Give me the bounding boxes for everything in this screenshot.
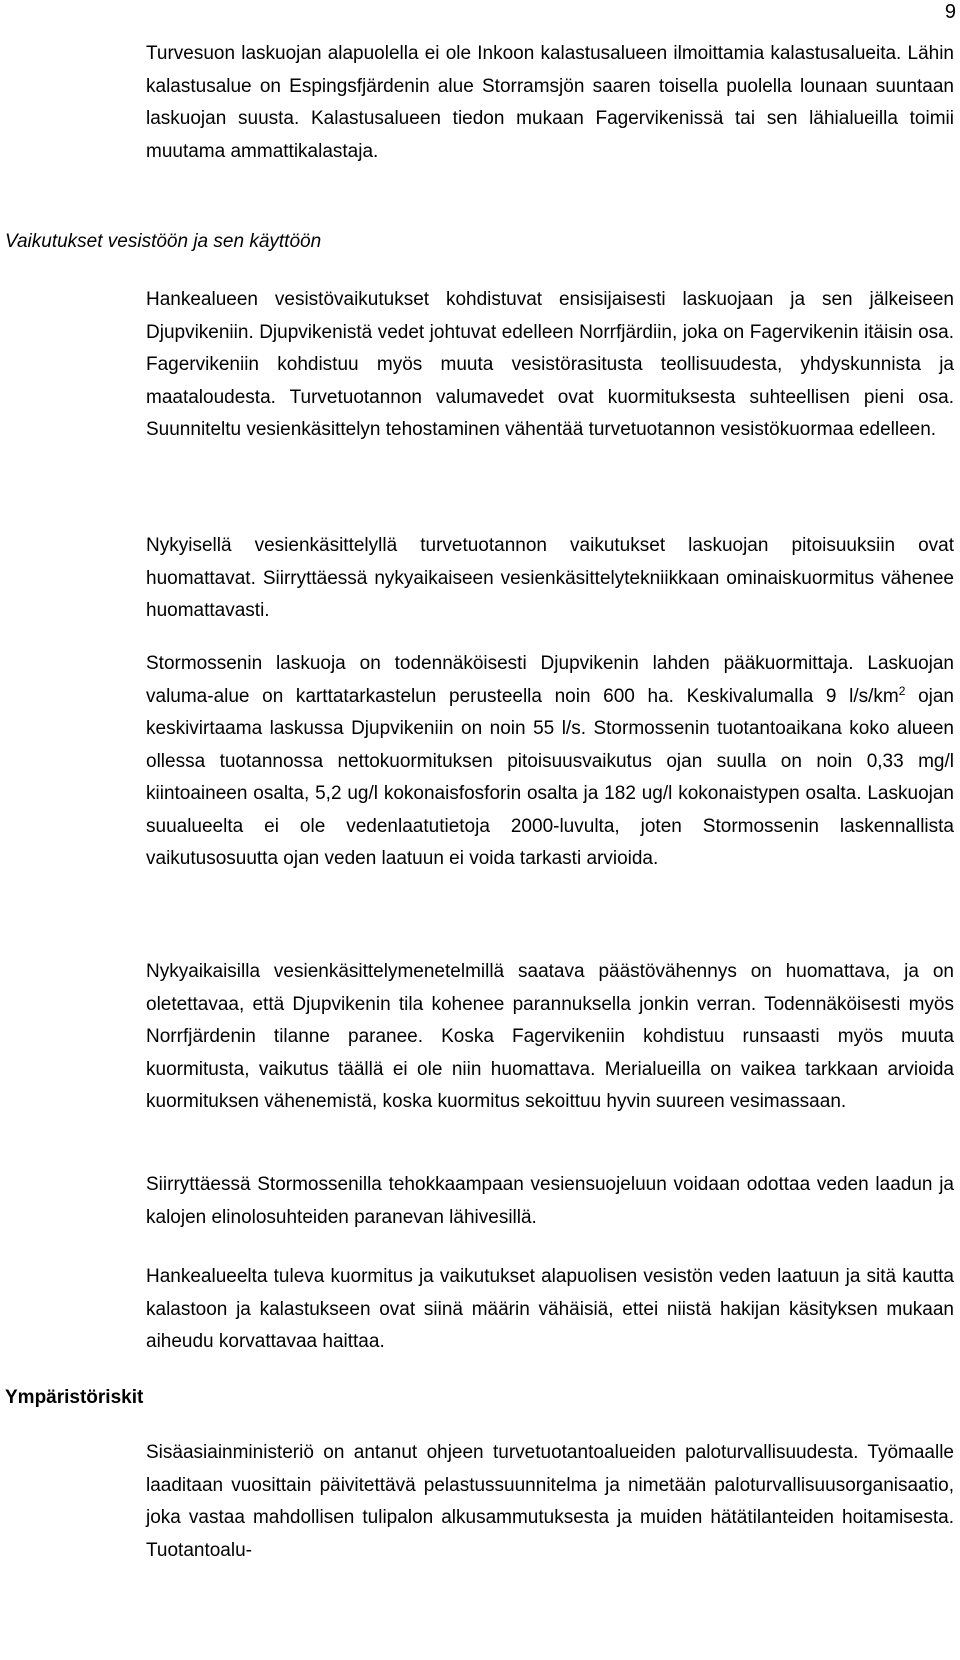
paragraph-load-conclusion: Hankealueelta tuleva kuormitus ja vaikutukset alapuolisen vesistön veden laatuun ja sitä kautta kalastoon ja kalastukseen ovat siinä määrin vähäisiä, ettei niistä hakijan käsityksen mukaan aiheudu korvattavaa haittaa. [146,1266,954,1352]
paragraph-modern-methods: Nykyaikaisilla vesienkäsittelymenetelmillä saatava päästövähennys on huomattava, ja on oletettavaa, että Djupvikenin tila kohenee parannuksella jonkin verran. Todennäköisesti myös Norrfjärdenin tilanne paranee. Koska Fagervikeniin kohdistuu runsaasti myös muuta kuormitusta, vaikutus täällä ei ole niin huomattava. Merialueilla on vaikea tarkkaan arvioida kuormituksen vähenemistä, koska kuormitus sekoittuu hyvin suureen vesimassaan. [146,961,954,1112]
heading-water-impacts: Vaikutukset vesistöön ja sen käyttöön [5,231,322,252]
heading-environmental-risks: Ympäristöriskit [5,1387,144,1408]
paragraph-stormossen-ditch-part2: ojan keskivirtaama laskussa Djupvikeniin on noin 55 l/s. Stormossenin tuotantoaikana koko alueen ollessa tuotannossa nettokuormituksen pitoisuusvaikutus ojan suulla on noin 0,33 mg/l kiintoaineen osalta, 5,2 ug/l kokonaisfosforin osalta ja 182 ug/l kokonaistypen osalta. Laskuojan suualueelta ei ole vedenlaatutietoja 2000-luvulta, joten Stormossenin laskennallista vaikutusosuutta ojan veden laatuun ei voida tarkasti arvioida. [146,685,955,869]
paragraph-fishing-areas: Turvesuon laskuojan alapuolella ei ole Inkoon kalastusalueen ilmoittamia kalastusalueita. Lähin kalastusalue on Espingsfjärdenin alue Storramsjön saaren toisella puolella lounaan suuntaan laskuojan suusta. Kalastusalueen tiedon mukaan Fagervikenissä tai sen lähialueilla toimii muutama ammattikalastaja. [146,43,954,162]
page-number: 9 [944,1,956,23]
paragraph-stormossen-ditch [146,648,954,876]
paragraph-current-treatment: Nykyisellä vesienkäsittelyllä turvetuotannon vaikutukset laskuojan pitoisuuksiin ovat huomattavat. Siirryttäessä nykyaikaiseen vesienkäsittelytekniikkaan ominaiskuormitus vähenee huomattavasti. [146,535,954,621]
paragraph-water-impacts: Hankealueen vesistövaikutukset kohdistuvat ensisijaisesti laskuojaan ja sen jälkeiseen Djupvikeniin. Djupvikenistä vedet johtuvat edelleen Norrfjärdiin, joka on Fagervikenin itäisin osa. Fagervikeniin kohdistuu myös muuta vesistörasitusta teollisuudesta, yhdyskunnista ja maataloudesta. Turvetuotannon valumavedet ovat kuormituksesta suhteellisen pieni osa. Suunniteltu vesienkäsittelyn tehostaminen vähentää turvetuotannon vesistökuormaa edelleen. [146,289,954,440]
paragraph-fire-safety: Sisäasiainministeriö on antanut ohjeen turvetuotantoalueiden paloturvallisuudesta. Työmaalle laaditaan vuosittain päivitettävä pelastussuunnitelma ja nimetään paloturvallisuusorganisaatio, joka vastaa mahdollisen tulipalon alkusammutuksesta ja muiden hätätilanteiden hoitamisesta. Tuotantoalu- [146,1442,954,1561]
paragraph-water-protection: Siirryttäessä Stormossenilla tehokkaampaan vesiensuojeluun voidaan odottaa veden laadun ja kalojen elinolosuhteiden paranevan lähivesillä. [146,1174,954,1228]
paragraph-stormossen-ditch-part1: Stormossenin laskuoja on todennäköisesti Djupvikenin lahden pääkuormittaja. Laskuojan valuma-alue on karttatarkastelun perusteella noin 600 ha. Keskivalumalla 9 l/s/km [146,653,954,707]
superscript-2: 2 [898,683,906,698]
